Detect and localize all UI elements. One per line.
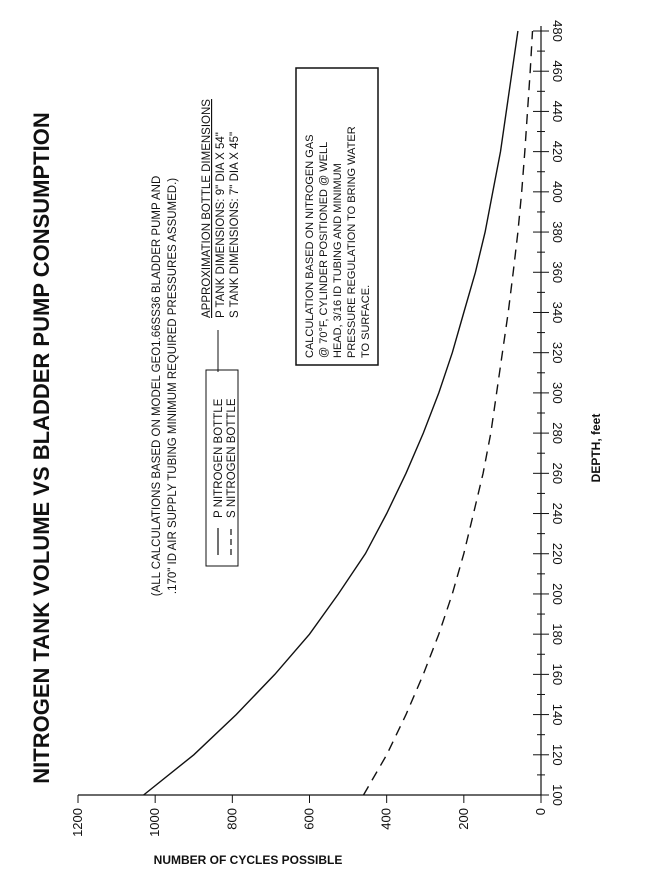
legend-label-p: P NITROGEN BOTTLE (213, 398, 225, 518)
x-tick-label: 320 (550, 341, 565, 364)
calc-box-line1: CALCULATION BASED ON NITROGEN GAS (304, 134, 316, 358)
x-tick-label: 280 (550, 422, 565, 444)
x-tick-label: 160 (550, 663, 565, 686)
x-tick-label: 480 (550, 20, 565, 42)
dims-p: P TANK DIMENSIONS: 9" DIA X 54" (215, 132, 227, 318)
calc-note-line2: .170" ID AIR SUPPLY TUBING MINIMUM REQUIRED PRESSURES ASSUMED.) (167, 177, 179, 595)
x-tick-label: 200 (550, 583, 565, 605)
x-tick-label: 460 (550, 60, 565, 83)
x-tick-label: 180 (550, 623, 565, 646)
y-tick-label: 0 (533, 808, 548, 816)
x-ticks (533, 20, 565, 806)
x-tick-label: 140 (550, 703, 565, 726)
series-line-s (364, 31, 533, 795)
x-tick-label: 380 (550, 221, 565, 243)
x-axis-label: DEPTH, feet (589, 413, 603, 483)
x-tick-label: 400 (550, 180, 565, 203)
y-ticks (70, 795, 548, 837)
y-tick-label: 200 (455, 808, 471, 830)
y-axis-label: NUMBER OF CYCLES POSSIBLE (153, 853, 343, 867)
x-tick-label: 120 (550, 743, 565, 766)
dims-s: S TANK DIMENSIONS: 7" DIA X 45" (229, 131, 241, 318)
y-tick-label: 600 (301, 808, 317, 830)
x-tick-label: 340 (550, 301, 565, 324)
x-tick-label: 100 (550, 784, 565, 806)
y-tick-label: 400 (378, 808, 394, 830)
series-line-p (144, 31, 518, 795)
calc-box (296, 68, 378, 365)
x-tick-label: 360 (550, 261, 565, 284)
x-tick-label: 420 (550, 140, 565, 163)
y-tick-label: 1200 (70, 808, 85, 837)
calc-box-line2: @ 70°F, CYLINDER POSITIONED @ WELL (318, 141, 330, 358)
calc-note-line1: (ALL CALCULATIONS BASED ON MODEL GEO1.66SS36 BLADDER PUMP AND (151, 175, 163, 597)
x-tick-label: 240 (550, 502, 565, 525)
calc-box-line3: HEAD, 3/16 ID TUBING AND MINIMUM (332, 163, 344, 358)
y-tick-label: 800 (224, 808, 240, 830)
x-tick-label: 260 (550, 462, 565, 485)
legend (206, 370, 238, 566)
calc-box-line4: PRESSURE REGULATION TO BRING WATER (346, 126, 358, 358)
dimensions-note (201, 99, 241, 372)
y-tick-label: 1000 (147, 808, 163, 837)
x-tick-label: 220 (550, 542, 565, 565)
x-tick-label: 300 (550, 382, 565, 404)
calc-box-line5: TO SURFACE. (360, 284, 372, 358)
chart-title: NITROGEN TANK VOLUME VS BLADDER PUMP CONSUMPTION (29, 112, 54, 784)
legend-label-s: S NITROGEN BOTTLE (226, 398, 238, 518)
dims-heading: APPROXIMATION BOTTLE DIMENSIONS (201, 99, 213, 318)
x-tick-label: 440 (550, 100, 565, 123)
